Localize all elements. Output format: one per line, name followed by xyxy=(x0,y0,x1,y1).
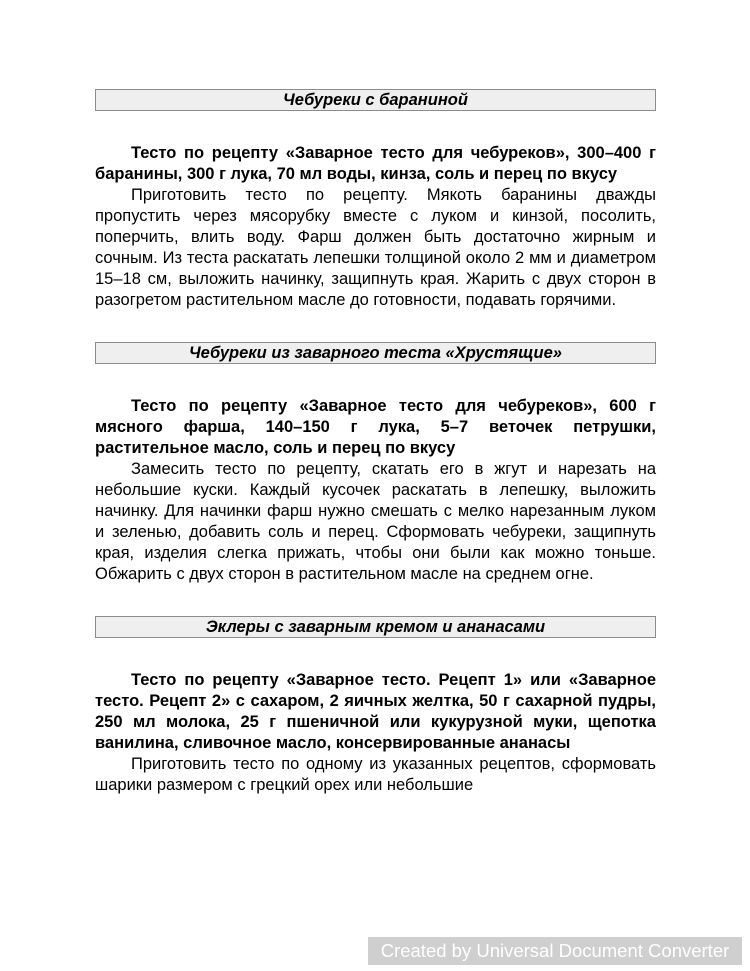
recipe-ingredients: Тесто по рецепту «Заварное тесто. Рецепт 1» или «Заварное тесто. Рецепт 2» с сахаром, 2 яичных желтка, 50 г сахарной пудры, 250 мл молока, 25 г пшеничной или кукурузной муки, щепотка ванилина, сливочное масло, консервированные ананасы xyxy=(95,671,656,752)
recipe-ingredients: Тесто по рецепту «Заварное тесто для чебуреков», 600 г мясного фарша, 140–150 г лука, 5–7 веточек петрушки, растительное масло, соль и перец по вкусу xyxy=(95,397,656,457)
recipe-title: Чебуреки из заварного теста «Хрустящие» xyxy=(95,342,656,364)
recipe-section xyxy=(95,342,656,585)
recipe-ingredients: Тесто по рецепту «Заварное тесто для чебуреков», 300–400 г баранины, 300 г лука, 70 мл воды, кинза, соль и перец по вкусу xyxy=(95,144,656,183)
recipe-title: Чебуреки с бараниной xyxy=(95,89,656,111)
converter-watermark: Created by Universal Document Converter xyxy=(368,937,742,965)
recipe-method: Приготовить тесто по одному из указанных рецептов, сформовать шарики размером с грецкий орех или небольшие xyxy=(95,755,656,794)
recipe-title: Эклеры с заварным кремом и ананасами xyxy=(95,616,656,638)
recipe-section xyxy=(95,616,656,796)
document-page xyxy=(95,89,656,796)
recipe-method: Замесить тесто по рецепту, скатать его в жгут и нарезать на небольшие куски. Каждый кусочек раскатать в лепешку, выложить начинку. Для начинки фарш нужно смешать с мелко нарезанным луком и зеленью, добавить соль и перец. Сформовать чебуреки, защипнуть края, изделия слегка прижать, чтобы они были как можно тоньше. Обжарить с двух сторон в растительном масле на среднем огне. xyxy=(95,460,656,583)
recipe-section xyxy=(95,89,656,311)
recipe-method: Приготовить тесто по рецепту. Мякоть баранины дважды пропустить через мясорубку вместе с луком и кинзой, посолить, поперчить, влить воду. Фарш должен быть достаточно жирным и сочным. Из теста раскатать лепешки толщиной около 2 мм и диаметром 15–18 см, выложить начинку, защипнуть края. Жарить с двух сторон в разогретом растительном масле до готовности, подавать горячими. xyxy=(95,186,656,309)
